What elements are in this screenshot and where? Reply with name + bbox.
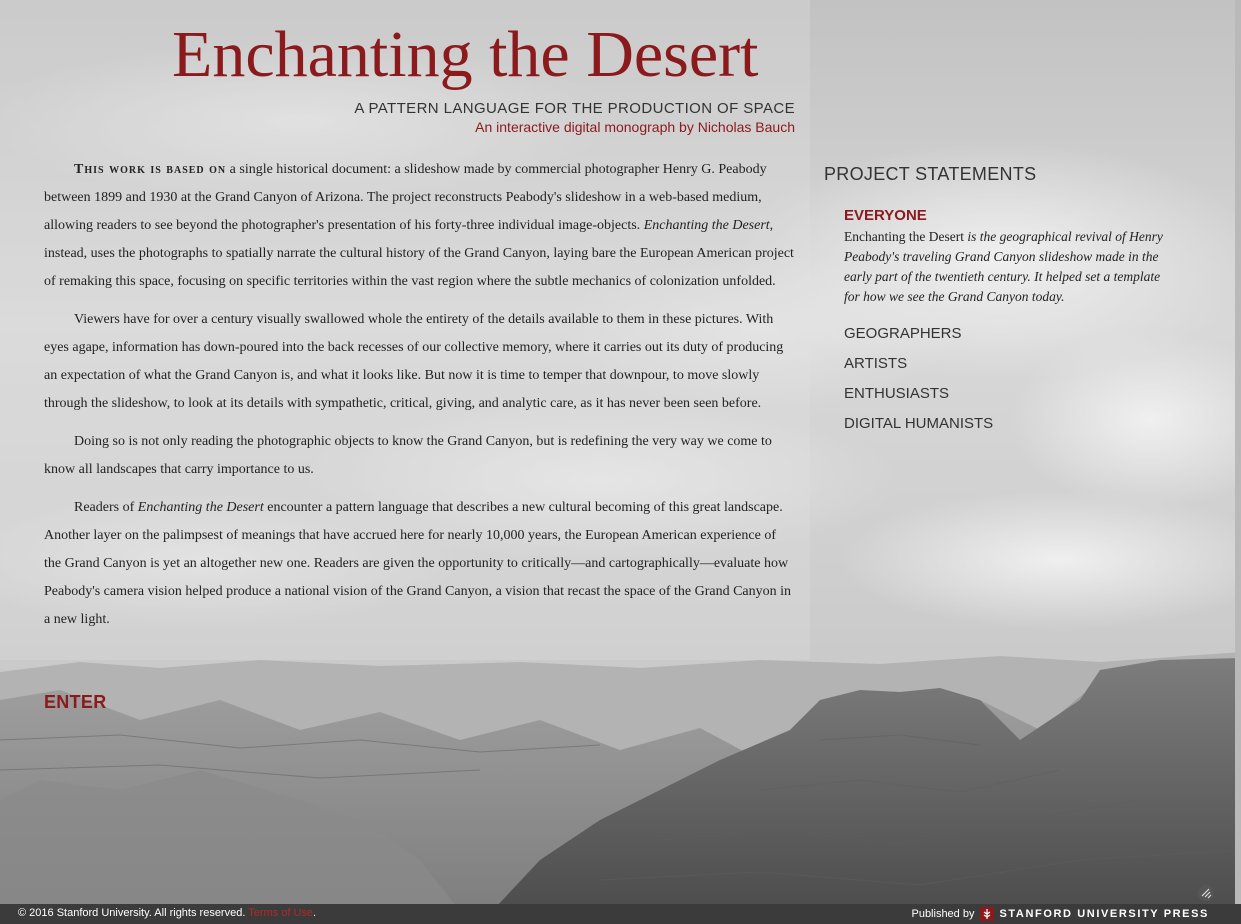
resize-corner-icon[interactable]: [1197, 884, 1215, 902]
audience-item-everyone[interactable]: EVERYONE: [844, 207, 927, 224]
intro-p1-text-b: , instead, uses the photographs to spatially narrate the cultural history of the Grand Canyon, laying bare the European American project of remaking this space, focusing on specific territories within the vast region where the subtle mechanics of colonization unfolded.: [44, 218, 794, 289]
audience-statement: [844, 227, 1164, 307]
project-statements-heading: PROJECT STATEMENTS: [824, 164, 1037, 184]
intro-paragraph-1: [44, 156, 794, 296]
page-title: Enchanting the Desert: [172, 18, 759, 91]
audience-item-geographers[interactable]: GEOGRAPHERS: [844, 325, 962, 342]
footer-bar: [0, 904, 1241, 924]
scrollbar-track[interactable]: [1235, 0, 1241, 904]
project-statements-panel: [824, 164, 1204, 439]
copyright-text: © 2016 Stanford University. All rights reserved.: [18, 907, 246, 919]
intro-p4-text-b: encounter a pattern language that describes a new cultural becoming of this great landscape. Another layer on the palimpsest of meanings that have accrued here for nearly 10,000 years, the European American experience of the Grand Canyon is yet an altogether new one. Readers are given the opportunity to critically—and cartographically—evaluate how Peabody's camera vision helped produce a national vision of the Grand Canyon, a vision that recast the space of the Grand Canyon in a new light.: [44, 500, 792, 627]
published-by-text: Published by: [911, 908, 975, 920]
publisher-name[interactable]: STANFORD UNIVERSITY PRESS: [999, 908, 1209, 920]
publisher-credit: [911, 907, 1209, 921]
intro-paragraph-4: [44, 494, 794, 634]
stanford-tree-icon: [980, 907, 994, 921]
page-byline: An interactive digital monograph by Nicholas Bauch: [475, 119, 795, 135]
intro-p4-text-a: Readers of: [74, 500, 138, 515]
statement-title: Enchanting the Desert: [844, 229, 964, 244]
statement-text-a: is the geographical revival of Henry Peabody's traveling Grand Canyon slideshow made in the early part of the twentieth century.: [844, 229, 1163, 284]
intro-paragraph-3: Doing so is not only reading the photographic objects to know the Grand Canyon, but is redefining the very way we come to know all landscapes that carry importance to us.: [44, 434, 772, 477]
footer-copyright-area: [18, 907, 316, 919]
audience-item-artists[interactable]: ARTISTS: [844, 355, 908, 372]
audience-list: [844, 205, 1204, 227]
terms-of-use-link[interactable]: Terms of Use: [248, 907, 314, 919]
audience-item-enthusiasts[interactable]: ENTHUSIASTS: [844, 385, 950, 402]
enter-link[interactable]: ENTER: [44, 692, 107, 712]
audience-list-more: [844, 319, 1204, 439]
page-subtitle: A PATTERN LANGUAGE FOR THE PRODUCTION OF SPACE: [354, 100, 795, 117]
intro-p1-text-a: a single historical document: a slideshow made by commercial photographer Henry G. Peabody between 1899 and 1930 at the Grand Canyon of Arizona. The project reconstructs Peabody's slideshow in a web-based medium, allowing readers to see beyond the photographer's presentation of his forty-three individual image-objects.: [44, 162, 767, 233]
intro-p4-title: Enchanting the Desert: [137, 500, 264, 515]
intro-text: [44, 156, 794, 644]
intro-lead: This work is based on: [74, 162, 227, 177]
audience-item-digital-humanists[interactable]: DIGITAL HUMANISTS: [844, 415, 994, 432]
intro-paragraph-2: Viewers have for over a century visually swallowed whole the entirety of the details available to them in these pictures. With eyes agape, information has down-poured into the back recesses of our collective memory, where it carries out its duty of producing an expectation of what the Grand Canyon is, and what it looks like. But now it is time to temper that downpour, to move slowly through the slideshow, to look at its details with sympathetic, critical, giving, and analytic care, as it has never been seen before.: [44, 312, 784, 411]
statement-text-b: It helped set a template for how we see the Grand Canyon today.: [844, 269, 1161, 304]
intro-p1-title: Enchanting the Desert: [643, 218, 770, 233]
terms-suffix: .: [313, 907, 317, 919]
